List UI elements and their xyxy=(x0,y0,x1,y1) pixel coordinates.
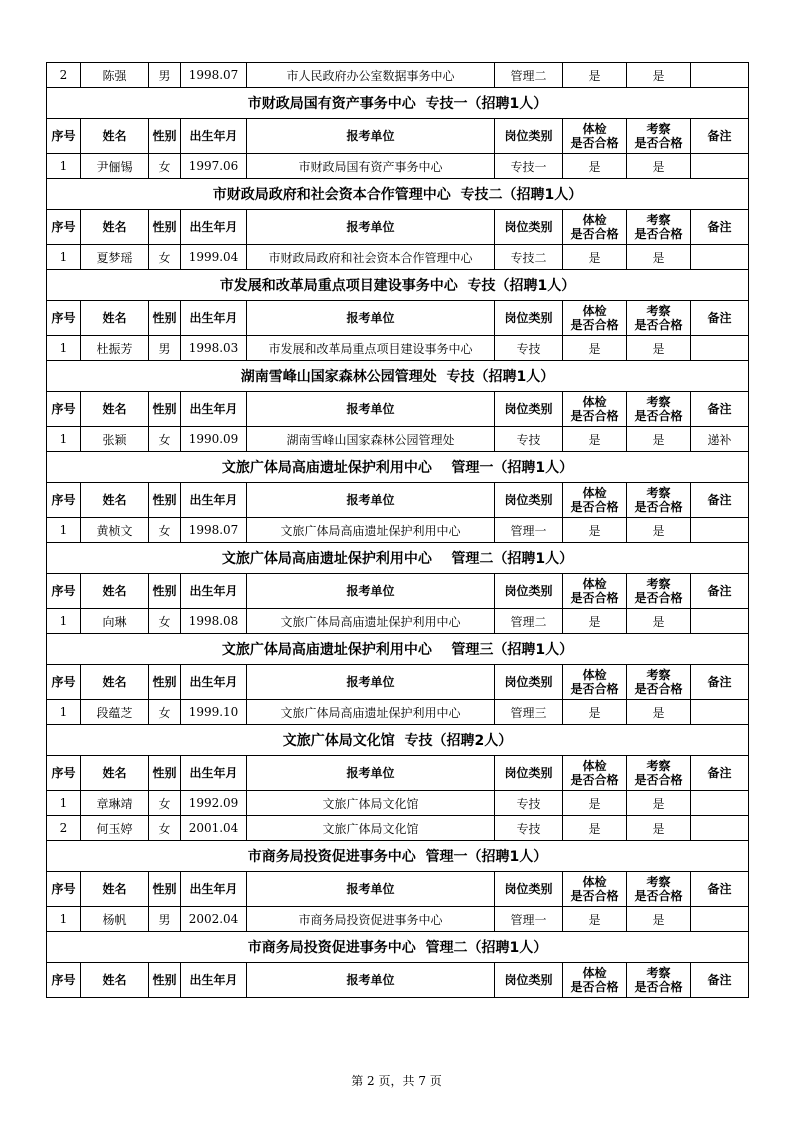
cell-index: 2 xyxy=(47,63,81,88)
cell-remark xyxy=(691,245,749,270)
section-title-row xyxy=(47,88,749,119)
results-table-body xyxy=(47,63,749,998)
column-header-unit: 报考单位 xyxy=(247,756,495,791)
column-header-index: 序号 xyxy=(47,963,81,998)
column-header-index: 序号 xyxy=(47,574,81,609)
results-table xyxy=(46,62,749,998)
cell-name: 向琳 xyxy=(81,609,149,634)
cell-remark xyxy=(691,816,749,841)
column-header-gender: 性别 xyxy=(149,574,181,609)
column-header-medical-passed: 体检 是否合格 xyxy=(563,963,627,998)
column-header-inspection-passed: 考察 是否合格 xyxy=(627,756,691,791)
table-row xyxy=(47,336,749,361)
cell-medical-passed: 是 xyxy=(563,816,627,841)
column-header-post-type: 岗位类别 xyxy=(495,210,563,245)
column-header-post-type: 岗位类别 xyxy=(495,665,563,700)
table-row xyxy=(47,245,749,270)
header-row xyxy=(47,872,749,907)
cell-inspection-passed: 是 xyxy=(627,336,691,361)
section-title: 市财政局国有资产事务中心 专技一（招聘1人） xyxy=(47,88,749,119)
table-row xyxy=(47,816,749,841)
cell-medical-passed: 是 xyxy=(563,154,627,179)
column-header-remark: 备注 xyxy=(691,963,749,998)
cell-name: 何玉婷 xyxy=(81,816,149,841)
header-row xyxy=(47,574,749,609)
column-header-post-type: 岗位类别 xyxy=(495,301,563,336)
cell-post-type: 专技二 xyxy=(495,245,563,270)
cell-gender: 女 xyxy=(149,816,181,841)
column-header-name: 姓名 xyxy=(81,963,149,998)
column-header-gender: 性别 xyxy=(149,210,181,245)
column-header-birth: 出生年月 xyxy=(181,963,247,998)
cell-birth: 1992.09 xyxy=(181,791,247,816)
cell-name: 夏梦瑶 xyxy=(81,245,149,270)
header-row xyxy=(47,963,749,998)
column-header-medical-passed: 体检 是否合格 xyxy=(563,210,627,245)
cell-birth: 2001.04 xyxy=(181,816,247,841)
column-header-birth: 出生年月 xyxy=(181,392,247,427)
column-header-gender: 性别 xyxy=(149,756,181,791)
cell-birth: 1999.10 xyxy=(181,700,247,725)
column-header-inspection-passed: 考察 是否合格 xyxy=(627,872,691,907)
cell-birth: 1997.06 xyxy=(181,154,247,179)
column-header-name: 姓名 xyxy=(81,119,149,154)
cell-index: 1 xyxy=(47,609,81,634)
cell-unit: 文旅广体局高庙遗址保护利用中心 xyxy=(247,700,495,725)
cell-index: 2 xyxy=(47,816,81,841)
column-header-medical-passed: 体检 是否合格 xyxy=(563,665,627,700)
cell-gender: 女 xyxy=(149,427,181,452)
cell-remark xyxy=(691,700,749,725)
cell-gender: 男 xyxy=(149,63,181,88)
cell-inspection-passed: 是 xyxy=(627,907,691,932)
column-header-name: 姓名 xyxy=(81,210,149,245)
column-header-inspection-passed: 考察 是否合格 xyxy=(627,392,691,427)
section-title: 文旅广体局文化馆 专技（招聘2人） xyxy=(47,725,749,756)
column-header-inspection-passed: 考察 是否合格 xyxy=(627,574,691,609)
column-header-remark: 备注 xyxy=(691,483,749,518)
column-header-inspection-passed: 考察 是否合格 xyxy=(627,301,691,336)
cell-inspection-passed: 是 xyxy=(627,245,691,270)
section-title-row xyxy=(47,932,749,963)
column-header-unit: 报考单位 xyxy=(247,963,495,998)
section-title-row xyxy=(47,543,749,574)
cell-post-type: 专技 xyxy=(495,791,563,816)
page-footer: 第 2 页，共 7 页 xyxy=(351,1074,442,1088)
table-row xyxy=(47,427,749,452)
section-title: 文旅广体局高庙遗址保护利用中心 管理二（招聘1人） xyxy=(47,543,749,574)
cell-medical-passed: 是 xyxy=(563,791,627,816)
column-header-name: 姓名 xyxy=(81,392,149,427)
column-header-remark: 备注 xyxy=(691,872,749,907)
section-title: 市财政局政府和社会资本合作管理中心 专技二（招聘1人） xyxy=(47,179,749,210)
section-title: 湖南雪峰山国家森林公园管理处 专技（招聘1人） xyxy=(47,361,749,392)
section-title-row xyxy=(47,270,749,301)
column-header-post-type: 岗位类别 xyxy=(495,756,563,791)
column-header-remark: 备注 xyxy=(691,574,749,609)
column-header-index: 序号 xyxy=(47,119,81,154)
column-header-medical-passed: 体检 是否合格 xyxy=(563,756,627,791)
cell-name: 章琳靖 xyxy=(81,791,149,816)
column-header-gender: 性别 xyxy=(149,872,181,907)
column-header-gender: 性别 xyxy=(149,483,181,518)
cell-index: 1 xyxy=(47,700,81,725)
cell-remark xyxy=(691,63,749,88)
cell-unit: 湖南雪峰山国家森林公园管理处 xyxy=(247,427,495,452)
cell-inspection-passed: 是 xyxy=(627,63,691,88)
column-header-index: 序号 xyxy=(47,665,81,700)
cell-unit: 文旅广体局高庙遗址保护利用中心 xyxy=(247,609,495,634)
cell-inspection-passed: 是 xyxy=(627,427,691,452)
column-header-name: 姓名 xyxy=(81,665,149,700)
cell-unit: 市财政局政府和社会资本合作管理中心 xyxy=(247,245,495,270)
cell-gender: 女 xyxy=(149,518,181,543)
column-header-unit: 报考单位 xyxy=(247,119,495,154)
column-header-name: 姓名 xyxy=(81,574,149,609)
cell-unit: 市商务局投资促进事务中心 xyxy=(247,907,495,932)
cell-name: 陈强 xyxy=(81,63,149,88)
column-header-remark: 备注 xyxy=(691,210,749,245)
cell-post-type: 专技 xyxy=(495,427,563,452)
column-header-medical-passed: 体检 是否合格 xyxy=(563,119,627,154)
table-row xyxy=(47,791,749,816)
cell-unit: 市财政局国有资产事务中心 xyxy=(247,154,495,179)
cell-post-type: 管理二 xyxy=(495,609,563,634)
column-header-inspection-passed: 考察 是否合格 xyxy=(627,119,691,154)
cell-gender: 女 xyxy=(149,245,181,270)
column-header-remark: 备注 xyxy=(691,665,749,700)
cell-remark xyxy=(691,154,749,179)
column-header-post-type: 岗位类别 xyxy=(495,574,563,609)
cell-birth: 1998.07 xyxy=(181,518,247,543)
cell-medical-passed: 是 xyxy=(563,336,627,361)
cell-index: 1 xyxy=(47,427,81,452)
column-header-index: 序号 xyxy=(47,872,81,907)
cell-medical-passed: 是 xyxy=(563,700,627,725)
cell-remark xyxy=(691,336,749,361)
column-header-gender: 性别 xyxy=(149,119,181,154)
cell-unit: 市发展和改革局重点项目建设事务中心 xyxy=(247,336,495,361)
column-header-inspection-passed: 考察 是否合格 xyxy=(627,665,691,700)
column-header-birth: 出生年月 xyxy=(181,210,247,245)
cell-medical-passed: 是 xyxy=(563,518,627,543)
cell-gender: 男 xyxy=(149,336,181,361)
cell-index: 1 xyxy=(47,791,81,816)
cell-name: 杜振芳 xyxy=(81,336,149,361)
column-header-remark: 备注 xyxy=(691,301,749,336)
document-page xyxy=(46,62,748,998)
cell-medical-passed: 是 xyxy=(563,907,627,932)
cell-medical-passed: 是 xyxy=(563,63,627,88)
cell-birth: 1999.04 xyxy=(181,245,247,270)
cell-birth: 1990.09 xyxy=(181,427,247,452)
column-header-remark: 备注 xyxy=(691,392,749,427)
cell-index: 1 xyxy=(47,245,81,270)
table-row xyxy=(47,154,749,179)
section-title-row xyxy=(47,452,749,483)
column-header-index: 序号 xyxy=(47,392,81,427)
section-title: 市商务局投资促进事务中心 管理一（招聘1人） xyxy=(47,841,749,872)
cell-name: 段蕴芝 xyxy=(81,700,149,725)
column-header-birth: 出生年月 xyxy=(181,872,247,907)
section-title-row xyxy=(47,841,749,872)
column-header-unit: 报考单位 xyxy=(247,872,495,907)
column-header-name: 姓名 xyxy=(81,301,149,336)
cell-remark xyxy=(691,791,749,816)
table-row xyxy=(47,518,749,543)
header-row xyxy=(47,483,749,518)
column-header-medical-passed: 体检 是否合格 xyxy=(563,392,627,427)
section-title-row xyxy=(47,725,749,756)
column-header-gender: 性别 xyxy=(149,301,181,336)
column-header-post-type: 岗位类别 xyxy=(495,483,563,518)
column-header-index: 序号 xyxy=(47,483,81,518)
column-header-remark: 备注 xyxy=(691,119,749,154)
column-header-medical-passed: 体检 是否合格 xyxy=(563,301,627,336)
cell-remark: 递补 xyxy=(691,427,749,452)
column-header-birth: 出生年月 xyxy=(181,574,247,609)
column-header-inspection-passed: 考察 是否合格 xyxy=(627,483,691,518)
cell-index: 1 xyxy=(47,907,81,932)
cell-name: 张颖 xyxy=(81,427,149,452)
cell-unit: 文旅广体局高庙遗址保护利用中心 xyxy=(247,518,495,543)
cell-post-type: 管理三 xyxy=(495,700,563,725)
cell-inspection-passed: 是 xyxy=(627,700,691,725)
cell-post-type: 专技一 xyxy=(495,154,563,179)
column-header-birth: 出生年月 xyxy=(181,483,247,518)
cell-gender: 女 xyxy=(149,700,181,725)
section-title-row xyxy=(47,634,749,665)
column-header-index: 序号 xyxy=(47,756,81,791)
column-header-index: 序号 xyxy=(47,210,81,245)
column-header-birth: 出生年月 xyxy=(181,756,247,791)
column-header-birth: 出生年月 xyxy=(181,665,247,700)
section-title: 文旅广体局高庙遗址保护利用中心 管理三（招聘1人） xyxy=(47,634,749,665)
table-row xyxy=(47,609,749,634)
cell-medical-passed: 是 xyxy=(563,609,627,634)
cell-name: 尹俪锡 xyxy=(81,154,149,179)
column-header-gender: 性别 xyxy=(149,392,181,427)
cell-inspection-passed: 是 xyxy=(627,791,691,816)
cell-medical-passed: 是 xyxy=(563,427,627,452)
cell-medical-passed: 是 xyxy=(563,245,627,270)
column-header-unit: 报考单位 xyxy=(247,210,495,245)
column-header-gender: 性别 xyxy=(149,665,181,700)
column-header-unit: 报考单位 xyxy=(247,574,495,609)
cell-post-type: 管理一 xyxy=(495,907,563,932)
column-header-medical-passed: 体检 是否合格 xyxy=(563,574,627,609)
cell-inspection-passed: 是 xyxy=(627,609,691,634)
column-header-inspection-passed: 考察 是否合格 xyxy=(627,963,691,998)
cell-post-type: 专技 xyxy=(495,336,563,361)
header-row xyxy=(47,665,749,700)
table-row xyxy=(47,700,749,725)
cell-index: 1 xyxy=(47,518,81,543)
cell-unit: 文旅广体局文化馆 xyxy=(247,791,495,816)
column-header-post-type: 岗位类别 xyxy=(495,872,563,907)
cell-birth: 2002.04 xyxy=(181,907,247,932)
cell-inspection-passed: 是 xyxy=(627,518,691,543)
cell-birth: 1998.07 xyxy=(181,63,247,88)
section-title-row xyxy=(47,179,749,210)
section-title-row xyxy=(47,361,749,392)
column-header-unit: 报考单位 xyxy=(247,483,495,518)
cell-index: 1 xyxy=(47,154,81,179)
cell-remark xyxy=(691,907,749,932)
section-title: 市发展和改革局重点项目建设事务中心 专技（招聘1人） xyxy=(47,270,749,301)
cell-gender: 女 xyxy=(149,609,181,634)
table-row xyxy=(47,63,749,88)
column-header-unit: 报考单位 xyxy=(247,665,495,700)
cell-birth: 1998.03 xyxy=(181,336,247,361)
cell-index: 1 xyxy=(47,336,81,361)
header-row xyxy=(47,301,749,336)
column-header-index: 序号 xyxy=(47,301,81,336)
column-header-name: 姓名 xyxy=(81,756,149,791)
column-header-post-type: 岗位类别 xyxy=(495,119,563,154)
cell-remark xyxy=(691,609,749,634)
cell-unit: 文旅广体局文化馆 xyxy=(247,816,495,841)
column-header-inspection-passed: 考察 是否合格 xyxy=(627,210,691,245)
table-row xyxy=(47,907,749,932)
column-header-unit: 报考单位 xyxy=(247,392,495,427)
column-header-name: 姓名 xyxy=(81,483,149,518)
column-header-unit: 报考单位 xyxy=(247,301,495,336)
cell-gender: 男 xyxy=(149,907,181,932)
cell-gender: 女 xyxy=(149,791,181,816)
column-header-birth: 出生年月 xyxy=(181,119,247,154)
column-header-post-type: 岗位类别 xyxy=(495,392,563,427)
column-header-remark: 备注 xyxy=(691,756,749,791)
section-title: 文旅广体局高庙遗址保护利用中心 管理一（招聘1人） xyxy=(47,452,749,483)
cell-gender: 女 xyxy=(149,154,181,179)
cell-post-type: 专技 xyxy=(495,816,563,841)
cell-post-type: 管理二 xyxy=(495,63,563,88)
header-row xyxy=(47,210,749,245)
cell-post-type: 管理一 xyxy=(495,518,563,543)
column-header-name: 姓名 xyxy=(81,872,149,907)
column-header-medical-passed: 体检 是否合格 xyxy=(563,483,627,518)
column-header-medical-passed: 体检 是否合格 xyxy=(563,872,627,907)
cell-unit: 市人民政府办公室数据事务中心 xyxy=(247,63,495,88)
section-title: 市商务局投资促进事务中心 管理二（招聘1人） xyxy=(47,932,749,963)
column-header-gender: 性别 xyxy=(149,963,181,998)
cell-birth: 1998.08 xyxy=(181,609,247,634)
header-row xyxy=(47,392,749,427)
column-header-post-type: 岗位类别 xyxy=(495,963,563,998)
cell-remark xyxy=(691,518,749,543)
cell-name: 杨帆 xyxy=(81,907,149,932)
header-row xyxy=(47,119,749,154)
cell-inspection-passed: 是 xyxy=(627,816,691,841)
cell-name: 黄桢文 xyxy=(81,518,149,543)
column-header-birth: 出生年月 xyxy=(181,301,247,336)
header-row xyxy=(47,756,749,791)
cell-inspection-passed: 是 xyxy=(627,154,691,179)
